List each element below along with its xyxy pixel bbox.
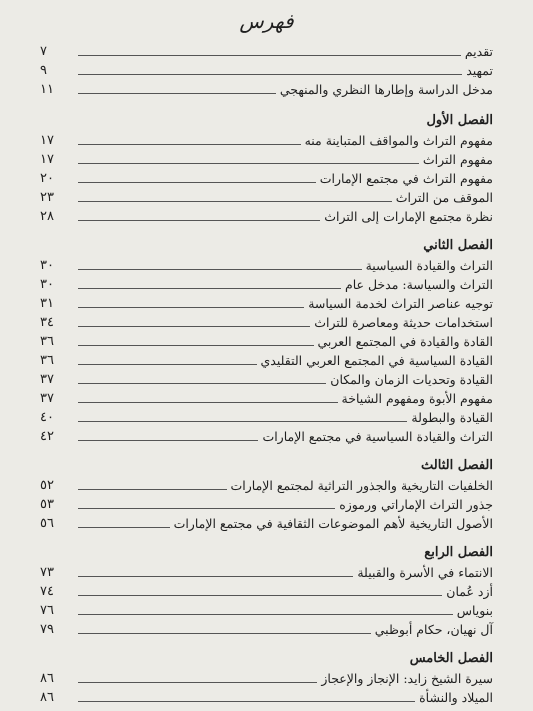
entry-page: ٣٠ — [40, 277, 54, 292]
toc-entry — [40, 42, 493, 61]
toc-entry — [40, 620, 493, 639]
entry-page: ٧٣ — [40, 565, 54, 580]
toc-entry — [40, 351, 493, 370]
toc-entry — [40, 80, 493, 99]
entry-page: ٧ — [40, 44, 47, 59]
entry-page: ٧٤ — [40, 584, 54, 599]
dot-leader — [78, 220, 320, 221]
entry-page: ٨٦ — [40, 690, 54, 705]
entry-page: ١١ — [40, 82, 54, 97]
dot-leader — [78, 163, 419, 164]
toc-entry — [40, 332, 493, 351]
entry-page: ٣٦ — [40, 334, 54, 349]
entry-title: مفهوم التراث في مجتمع الإمارات — [319, 171, 493, 186]
entry-title: نظرة مجتمع الإمارات إلى التراث — [324, 209, 493, 224]
dot-leader — [78, 364, 257, 365]
dot-leader — [78, 633, 371, 634]
toc-entry — [40, 294, 493, 313]
dot-leader — [78, 576, 353, 577]
chapter-3 — [40, 456, 493, 533]
entry-page: ٤٠ — [40, 410, 54, 425]
entry-page: ١٧ — [40, 133, 54, 148]
entry-page: ٣٧ — [40, 391, 54, 406]
toc-entry — [40, 275, 493, 294]
entry-title: بنوياس — [456, 603, 493, 618]
toc-entry — [40, 207, 493, 226]
entry-title: الأصول التاريخية لأهم الموضوعات الثقافية في مجتمع الإمارات — [173, 516, 493, 531]
toc-entry — [40, 370, 493, 389]
dot-leader — [78, 182, 316, 183]
chapter-5 — [40, 649, 493, 707]
entry-page: ٥٣ — [40, 497, 54, 512]
toc-entry — [40, 313, 493, 332]
entry-page: ٢٠ — [40, 171, 54, 186]
entry-title: مفهوم التراث والمواقف المتباينة منه — [304, 133, 493, 148]
page-title: فهرس — [239, 9, 294, 33]
chapter-1 — [40, 111, 493, 226]
entry-page: ١٧ — [40, 152, 54, 167]
entry-title: تقديم — [464, 44, 493, 59]
entry-title: الانتماء في الأسرة والقبيلة — [357, 565, 493, 580]
entry-title: القيادة السياسية في المجتمع العربي التقليدي — [260, 353, 493, 368]
dot-leader — [78, 269, 362, 270]
toc-entry — [40, 582, 493, 601]
dot-leader — [78, 614, 453, 615]
entry-title: الميلاد والنشأة — [419, 690, 493, 705]
entry-title: التراث والقيادة السياسية في مجتمع الإمارات — [262, 429, 493, 444]
entry-title: مفهوم الأبوة ومفهوم الشياخة — [341, 391, 493, 406]
toc-entry — [40, 131, 493, 150]
entry-page: ٧٩ — [40, 622, 54, 637]
toc-entry — [40, 476, 493, 495]
entry-title: الموقف من التراث — [395, 190, 493, 205]
entry-title: تمهيد — [466, 63, 493, 78]
entry-page: ٣٠ — [40, 258, 54, 273]
toc-entry — [40, 669, 493, 688]
entry-title: القيادة وتحديات الزمان والمكان — [330, 372, 493, 387]
dot-leader — [78, 383, 326, 384]
entry-page: ٢٣ — [40, 190, 54, 205]
intro-section — [40, 42, 493, 99]
entry-title: سيرة الشيخ زايد: الإنجاز والإعجاز — [321, 671, 493, 686]
dot-leader — [78, 288, 341, 289]
entry-page: ٨٦ — [40, 671, 54, 686]
entry-title: مدخل الدراسة وإطارها النظري والمنهجي — [279, 82, 493, 97]
dot-leader — [78, 595, 442, 596]
toc-entry — [40, 514, 493, 533]
entry-title: توجيه عناصر التراث لخدمة السياسة — [308, 296, 493, 311]
dot-leader — [78, 527, 170, 528]
entry-page: ٥٢ — [40, 478, 54, 493]
chapter-heading: الفصل الرابع — [424, 545, 493, 560]
dot-leader — [78, 55, 461, 56]
dot-leader — [78, 508, 335, 509]
chapter-4 — [40, 543, 493, 639]
dot-leader — [78, 144, 301, 145]
toc-entry — [40, 688, 493, 707]
entry-title: التراث والقيادة السياسية — [365, 258, 493, 273]
chapter-heading: الفصل الخامس — [409, 651, 493, 666]
dot-leader — [78, 701, 415, 702]
dot-leader — [78, 682, 317, 683]
entry-page: ٣٧ — [40, 372, 54, 387]
entry-title: القادة والقيادة في المجتمع العربي — [317, 334, 493, 349]
chapter-2 — [40, 236, 493, 446]
entry-title: مفهوم التراث — [422, 152, 493, 167]
entry-page: ٣٦ — [40, 353, 54, 368]
dot-leader — [78, 345, 314, 346]
entry-title: أزد عُمان — [446, 584, 493, 599]
dot-leader — [78, 93, 276, 94]
toc-entry — [40, 601, 493, 620]
entry-page: ٥٦ — [40, 516, 54, 531]
toc-entry — [40, 495, 493, 514]
toc-entry — [40, 150, 493, 169]
dot-leader — [78, 326, 310, 327]
entry-title: الخلفيات التاريخية والجذور التراثية لمجتمع الإمارات — [230, 478, 493, 493]
dot-leader — [78, 307, 304, 308]
entry-page: ٤٢ — [40, 429, 54, 444]
toc-entry — [40, 427, 493, 446]
toc-entry — [40, 408, 493, 427]
toc-entry — [40, 389, 493, 408]
entry-page: ٧٦ — [40, 603, 54, 618]
dot-leader — [78, 489, 227, 490]
dot-leader — [78, 402, 338, 403]
entry-page: ٣١ — [40, 296, 54, 311]
toc-entry — [40, 61, 493, 80]
dot-leader — [78, 440, 258, 441]
chapter-heading: الفصل الثاني — [423, 238, 493, 253]
toc-entry — [40, 188, 493, 207]
toc-entry — [40, 563, 493, 582]
dot-leader — [78, 201, 392, 202]
entry-title: آل نهيان، حكام أبوظبي — [374, 622, 493, 637]
chapter-heading: الفصل الأول — [426, 113, 493, 128]
entry-page: ٢٨ — [40, 209, 54, 224]
entry-page: ٩ — [40, 63, 47, 78]
entry-title: استخدامات حديثة ومعاصرة للتراث — [314, 315, 493, 330]
toc-entry — [40, 256, 493, 275]
entry-title: جذور التراث الإماراتي ورموزه — [339, 497, 493, 512]
chapter-heading: الفصل الثالث — [421, 458, 493, 473]
entry-title: التراث والسياسة: مدخل عام — [344, 277, 493, 292]
entry-page: ٣٤ — [40, 315, 54, 330]
entry-title: القيادة والبطولة — [411, 410, 493, 425]
dot-leader — [78, 421, 407, 422]
toc-entry — [40, 169, 493, 188]
dot-leader — [78, 74, 462, 75]
